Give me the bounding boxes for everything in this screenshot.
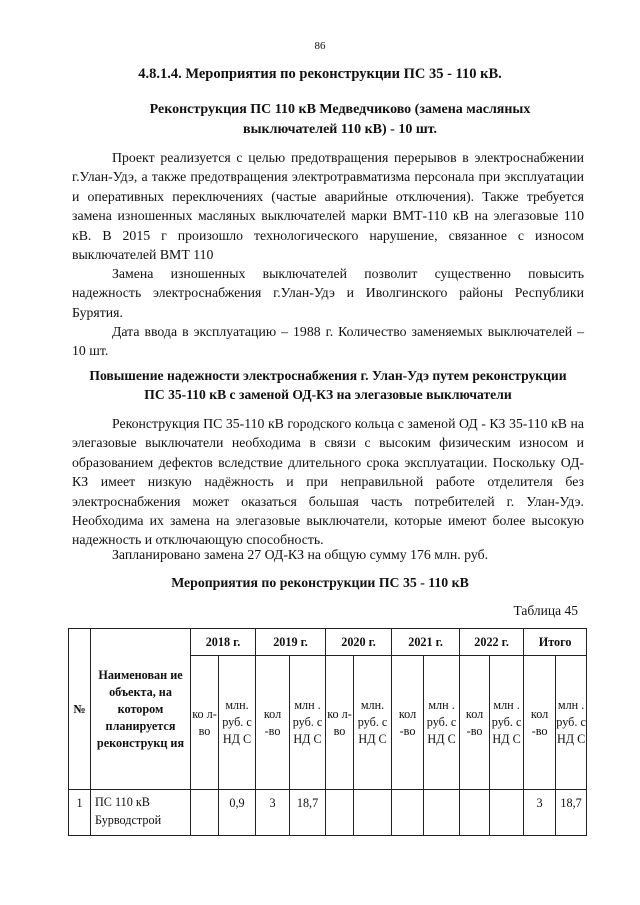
section-title: 4.8.1.4. Мероприятия по реконструкции ПС 35 - 110 кВ. bbox=[138, 66, 502, 82]
reconstruction-table bbox=[68, 628, 587, 836]
subheader-cost: млн . руб. с НД С bbox=[490, 656, 524, 790]
row-cell: 0,9 bbox=[219, 790, 256, 836]
subsection-1-title-line2: выключателей 110 кВ) - 10 шт. bbox=[243, 122, 437, 137]
row-cell bbox=[354, 790, 392, 836]
row-cell bbox=[424, 790, 460, 836]
subsection-2-paragraph-2: Запланировано замена 27 ОД-КЗ на общую сумму 176 млн. руб. bbox=[112, 547, 489, 562]
row-cell bbox=[191, 790, 219, 836]
subsection-1-paragraph-1: Проект реализуется с целью предотвращения перерывов в электроснабжении г.Улан-Удэ, а также предотвращения электротравматизма персонала при эксплуатации и оперативных переключениях (частые аварийные отключения). Также требуется замена изношенных масляных выключателей марки ВМТ-110 кВ на элегазовые 110 кВ. В 2015 г произошло технологического нарушение, связанное с износом выключателей ВМТ 110 bbox=[72, 150, 584, 263]
row-cell bbox=[490, 790, 524, 836]
subheader-qty: ко л- во bbox=[326, 656, 354, 790]
row-cell: 3 bbox=[256, 790, 290, 836]
subheader-qty: кол -во bbox=[256, 656, 290, 790]
row-cell: 3 bbox=[524, 790, 556, 836]
subheader-cost: млн. руб. с НД С bbox=[219, 656, 256, 790]
subsection-1-paragraph-3: Дата ввода в эксплуатацию – 1988 г. Количество заменяемых выключателей – 10 шт. bbox=[72, 324, 584, 359]
subheader-qty: кол -во bbox=[524, 656, 556, 790]
subsection-1-title bbox=[130, 100, 550, 140]
table-title: Мероприятия по реконструкции ПС 35 - 110 кВ bbox=[171, 575, 469, 590]
table-row bbox=[69, 790, 587, 836]
subheader-cost: млн . руб. с НД С bbox=[424, 656, 460, 790]
row-num-cell: 1 bbox=[69, 790, 91, 836]
header-year-2018: 2018 г. bbox=[191, 629, 256, 656]
subheader-qty: ко л- во bbox=[191, 656, 219, 790]
row-cell bbox=[326, 790, 354, 836]
header-total: Итого bbox=[524, 629, 587, 656]
table-header-years-row bbox=[69, 629, 587, 656]
table-label: Таблица 45 bbox=[513, 603, 578, 618]
subsection-2-paragraph-1: Реконструкция ПС 35-110 кВ городского кольца с заменой ОД - КЗ 35-110 кВ на элегазовые выключатели необходима в связи с высоким физическим износом и образованием дефектов вследствие длительного срока эксплуатации. Поскольку ОД-КЗ имеет низкую надёжность и при неправильной работе отделителя без электроснабжения может оказаться большая часть потребителей г. Улан-Удэ. Необходима их замена на элегазовые выключатели, которые имеют более высокую надежность и отключающую способность. bbox=[72, 416, 584, 548]
header-year-2020: 2020 г. bbox=[326, 629, 392, 656]
header-year-2022: 2022 г. bbox=[460, 629, 524, 656]
header-year-2021: 2021 г. bbox=[392, 629, 460, 656]
header-num-cell: № bbox=[69, 629, 91, 790]
subheader-qty: кол -во bbox=[392, 656, 424, 790]
subsection-2-title bbox=[60, 366, 596, 404]
subsection-2-title-line2: ПС 35-110 кВ с заменой ОД-КЗ на элегазовые выключатели bbox=[144, 387, 512, 402]
header-name-cell: Наименован ие объекта, на котором планируется реконструкц ия bbox=[91, 629, 191, 790]
subheader-qty: кол -во bbox=[460, 656, 490, 790]
row-cell: 18,7 bbox=[556, 790, 587, 836]
row-cell bbox=[460, 790, 490, 836]
subheader-cost: млн. руб. с НД С bbox=[354, 656, 392, 790]
subsection-1-paragraph-2: Замена изношенных выключателей позволит существенно повысить надежность электроснабжения г.Улан-Удэ и Иволгинского районы Республики Бурятия. bbox=[72, 266, 584, 320]
row-cell: 18,7 bbox=[290, 790, 326, 836]
subsection-1-title-line1: Реконструкция ПС 110 кВ Медведчиково (замена масляных bbox=[149, 102, 531, 117]
row-name-cell: ПС 110 кВ Бурводстрой bbox=[91, 790, 191, 836]
subsection-2-title-line1: Повышение надежности электроснабжения г. Улан-Удэ путем реконструкции bbox=[89, 368, 567, 383]
header-year-2019: 2019 г. bbox=[256, 629, 326, 656]
subheader-cost: млн . руб. с НД С bbox=[290, 656, 326, 790]
subheader-cost: млн . руб. с НД С bbox=[556, 656, 587, 790]
page-number: 86 bbox=[314, 40, 326, 52]
row-cell bbox=[392, 790, 424, 836]
